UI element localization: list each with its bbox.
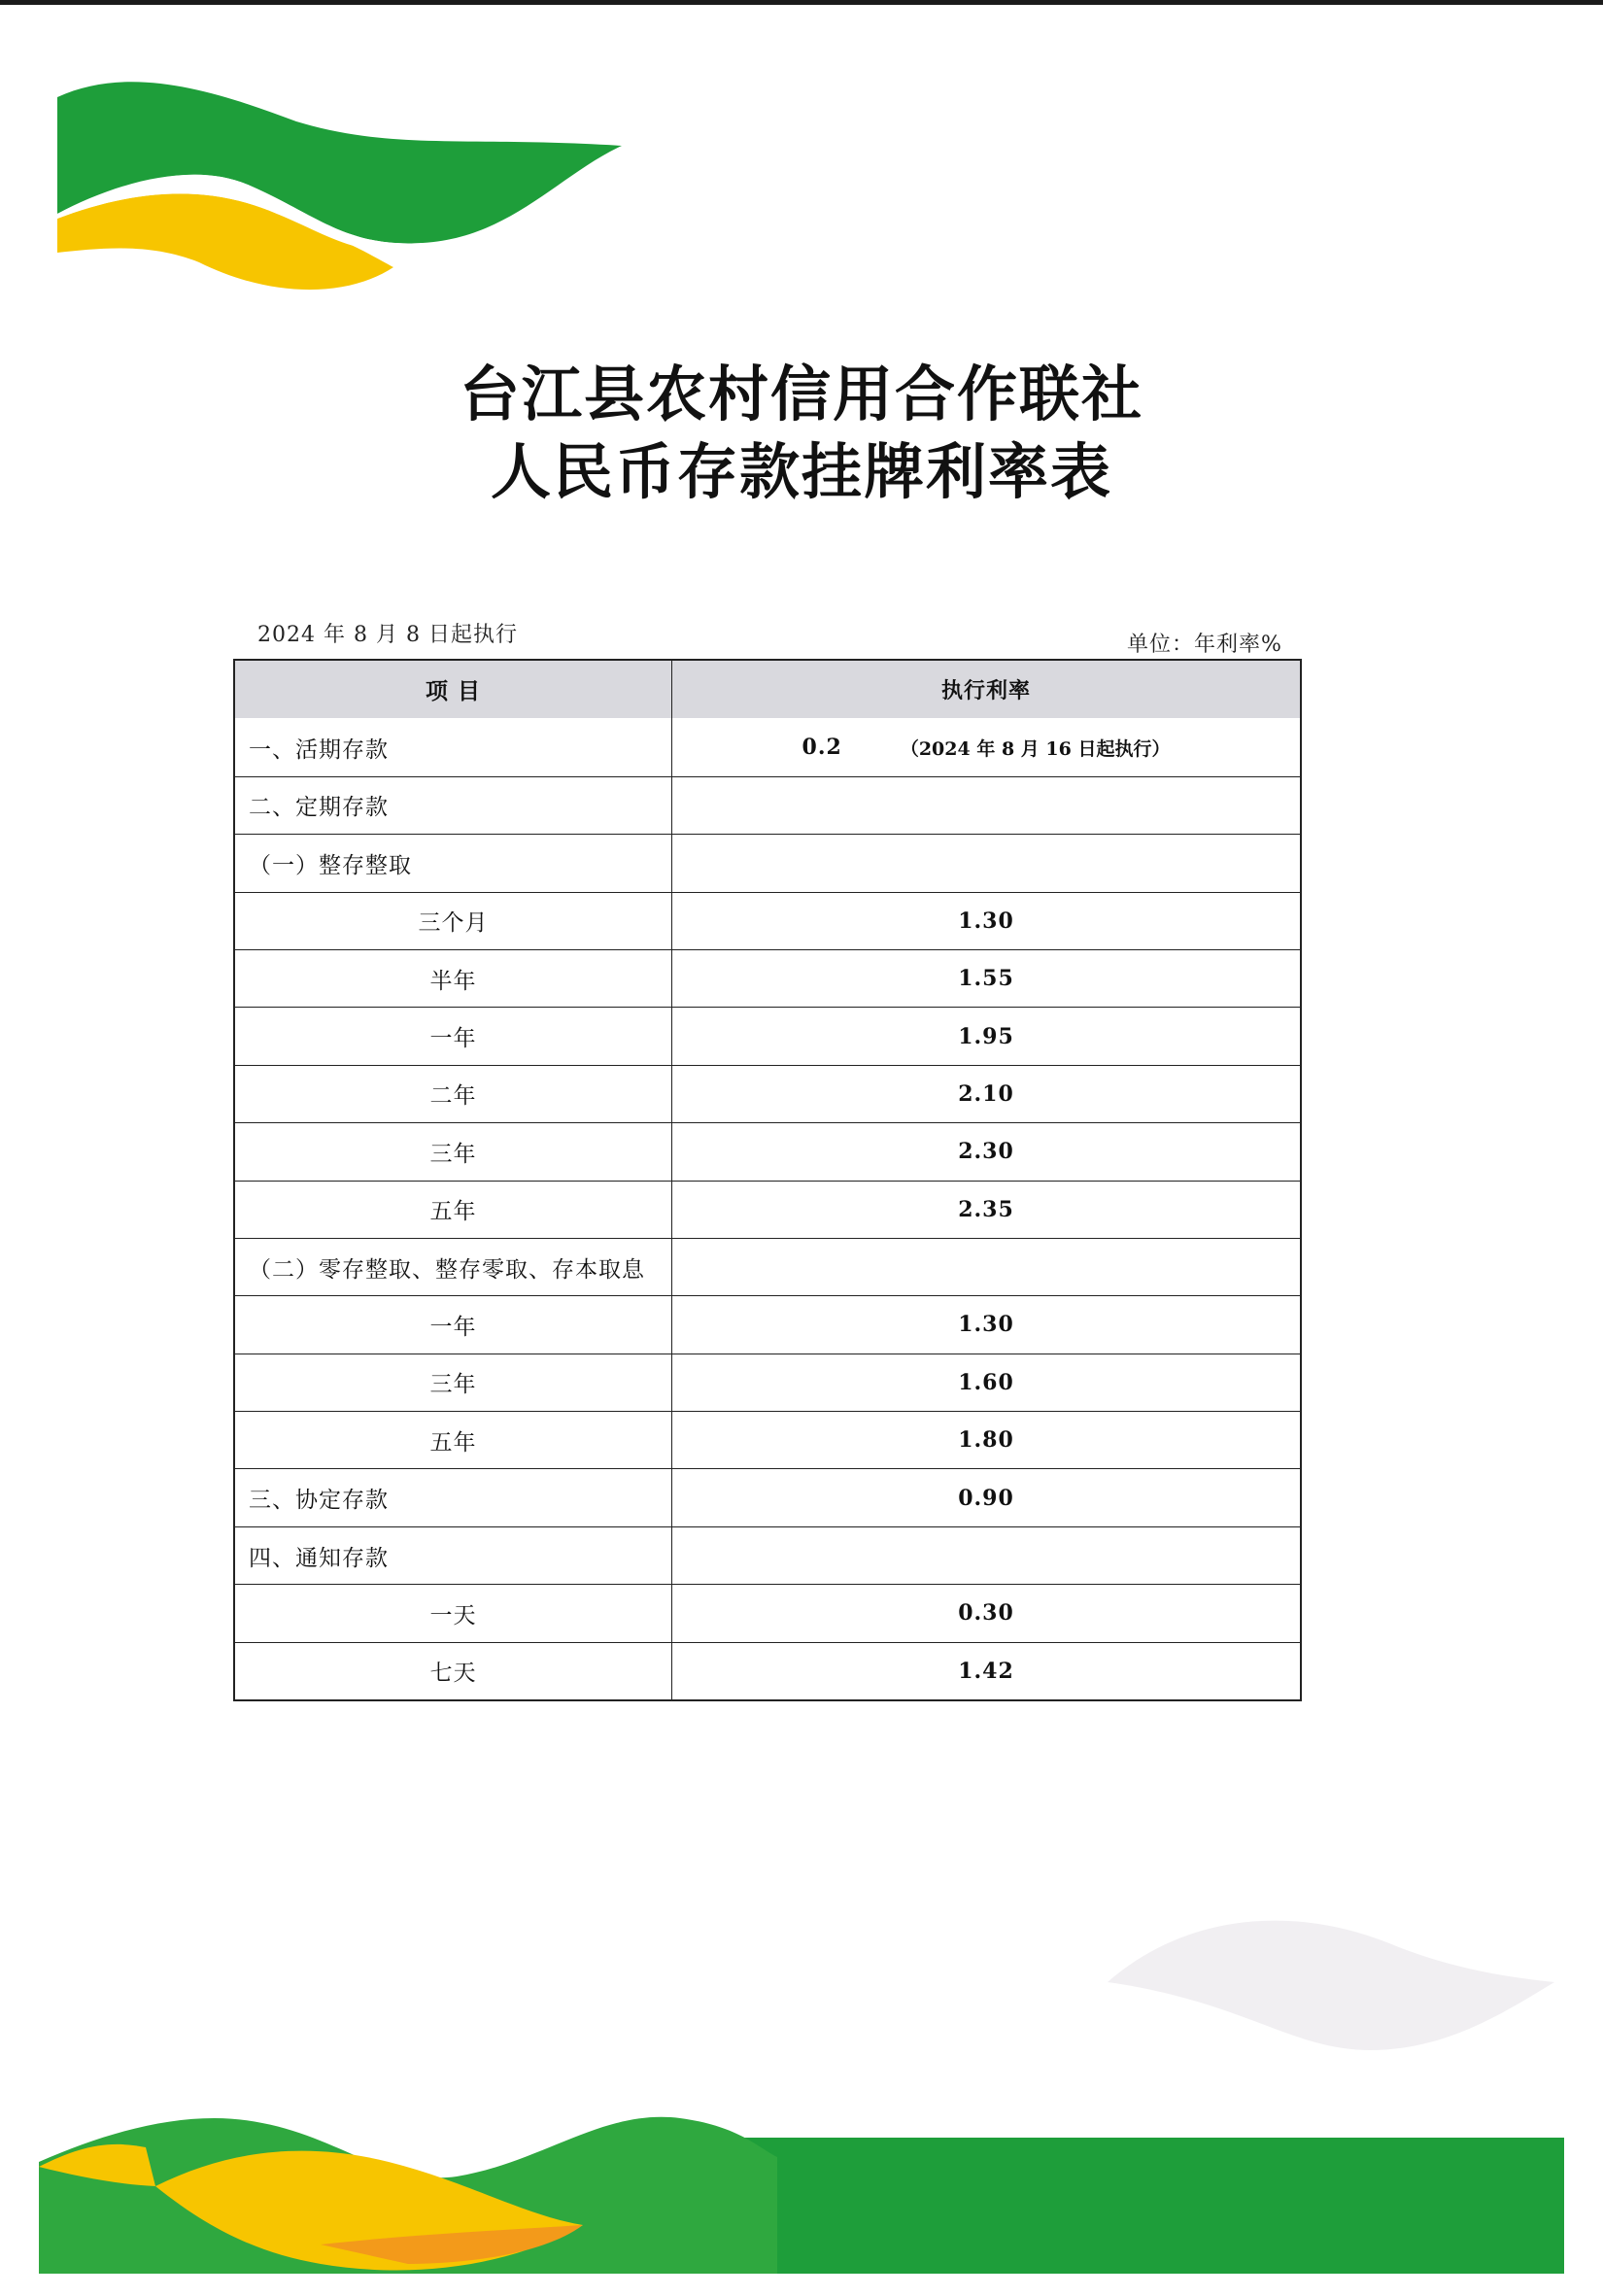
row-item-label: 一、活期存款	[235, 718, 672, 775]
row-rate-value: 1.80	[958, 1427, 1014, 1454]
row-rate-cell	[672, 1008, 1300, 1064]
row-rate-value: 2.30	[958, 1139, 1014, 1165]
table-row	[235, 776, 1300, 834]
interest-rate-table	[233, 659, 1302, 1701]
table-row	[235, 1354, 1300, 1411]
row-item-label: 三年	[235, 1354, 672, 1411]
row-rate-value: 0.90	[958, 1485, 1014, 1511]
table-row	[235, 1007, 1300, 1064]
row-rate-value: 0.2	[802, 735, 842, 761]
row-rate-value: 1.30	[958, 1312, 1014, 1338]
table-row	[235, 1181, 1300, 1238]
row-rate-value: 1.42	[958, 1658, 1014, 1684]
row-rate-cell	[672, 1354, 1300, 1411]
row-item-label: 五年	[235, 1412, 672, 1468]
table-row	[235, 892, 1300, 949]
row-rate-value: 1.30	[958, 908, 1014, 934]
row-rate-cell	[672, 1585, 1300, 1641]
row-rate-cell	[672, 1469, 1300, 1525]
table-row	[235, 949, 1300, 1007]
row-item-label: 一天	[235, 1585, 672, 1641]
row-rate-value: 1.95	[958, 1023, 1014, 1049]
table-row	[235, 718, 1300, 775]
header-item: 项 目	[235, 661, 672, 718]
effective-date: 2024 年 8 月 8 日起执行	[257, 623, 518, 647]
row-item-label: 三、协定存款	[235, 1469, 672, 1525]
row-rate-value: 1.60	[958, 1369, 1014, 1395]
header-rate: 执行利率	[940, 678, 1031, 704]
table-row	[235, 1411, 1300, 1468]
watermark-logo-icon	[1098, 1895, 1564, 2060]
row-rate-value: 2.10	[958, 1080, 1014, 1107]
row-item-label: 五年	[235, 1182, 672, 1238]
row-rate-cell	[672, 835, 1300, 891]
row-item-label: （二）零存整取、整存零取、存本取息	[235, 1239, 672, 1295]
row-rate-cell	[672, 1527, 1300, 1584]
table-row	[235, 1122, 1300, 1180]
row-item-label: 三年	[235, 1123, 672, 1180]
row-rate-cell	[672, 893, 1300, 949]
row-rate-cell	[672, 1066, 1300, 1122]
row-item-label: 二年	[235, 1066, 672, 1122]
row-rate-cell	[672, 718, 1300, 775]
row-rate-cell	[672, 1182, 1300, 1238]
title-line-1: 台江县农村信用合作联社	[459, 359, 1143, 429]
row-rate-note: （2024 年 8 月 16 日起执行）	[900, 737, 1171, 760]
title-line-2: 人民币存款挂牌利率表	[490, 436, 1112, 507]
leaf-wave-logo-icon	[53, 68, 636, 301]
row-item-label: 一年	[235, 1008, 672, 1064]
table-row	[235, 834, 1300, 891]
row-rate-value: 2.35	[958, 1196, 1014, 1222]
table-row	[235, 1468, 1300, 1525]
row-rate-value: 1.55	[958, 966, 1014, 992]
row-item-label: （一）整存整取	[235, 835, 672, 891]
table-row	[235, 1584, 1300, 1641]
row-rate-cell	[672, 1123, 1300, 1180]
row-rate-value: 0.30	[958, 1600, 1014, 1627]
row-item-label: 二、定期存款	[235, 777, 672, 834]
top-border-line	[0, 0, 1603, 5]
table-row	[235, 1238, 1300, 1295]
table-row	[235, 1295, 1300, 1353]
row-rate-cell	[672, 1412, 1300, 1468]
table-row	[235, 1642, 1300, 1699]
table-header-row	[235, 661, 1300, 718]
row-rate-cell	[672, 1239, 1300, 1295]
row-rate-cell	[672, 1296, 1300, 1353]
row-rate-cell	[672, 1643, 1300, 1699]
row-item-label: 一年	[235, 1296, 672, 1353]
table-row	[235, 1065, 1300, 1122]
row-item-label: 半年	[235, 950, 672, 1007]
row-item-label: 七天	[235, 1643, 672, 1699]
table-row	[235, 1526, 1300, 1584]
row-item-label: 三个月	[235, 893, 672, 949]
unit-label: 单位：年利率%	[1127, 633, 1282, 657]
row-rate-cell	[672, 950, 1300, 1007]
hills-banner-icon	[0, 2070, 1603, 2296]
row-rate-cell	[672, 777, 1300, 834]
row-item-label: 四、通知存款	[235, 1527, 672, 1584]
document-title	[0, 356, 1603, 511]
